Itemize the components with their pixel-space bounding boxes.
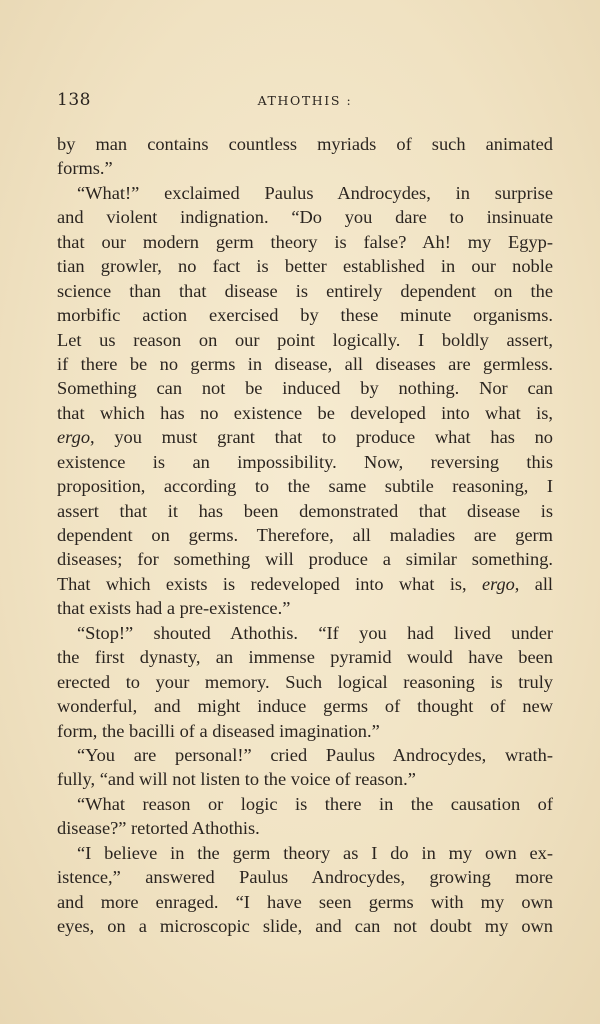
text-line: That which exists is redeveloped into what is, ergo, all bbox=[57, 573, 553, 594]
text-line: that exists had a pre-existence.” bbox=[57, 598, 291, 619]
text-line: assert that it has been demonstrated that disease is bbox=[57, 500, 553, 521]
text-line: fully, “and will not listen to the voice of reason.” bbox=[57, 769, 416, 790]
body-text bbox=[57, 132, 553, 938]
book-page bbox=[57, 0, 553, 1024]
text-line: the first dynasty, an immense pyramid would have been bbox=[57, 647, 553, 668]
text-line: “What!” exclaimed Paulus Androcydes, in surprise bbox=[77, 182, 553, 203]
text-line: “What reason or logic is there in the causation of bbox=[77, 793, 553, 814]
page-header bbox=[57, 90, 553, 114]
text-line: that our modern germ theory is false? Ah! my Egyp- bbox=[57, 231, 553, 252]
text-line: form, the bacilli of a diseased imagination.” bbox=[57, 720, 380, 741]
text-line: existence is an impossibility. Now, reversing this bbox=[57, 451, 553, 472]
text-line: wonderful, and might induce germs of thought of new bbox=[57, 696, 553, 717]
text-line: istence,” answered Paulus Androcydes, growing more bbox=[57, 867, 553, 888]
text-line: if there be no germs in disease, all diseases are germless. bbox=[57, 353, 553, 374]
text-line: forms.” bbox=[57, 158, 113, 179]
running-head: ATHOTHIS : bbox=[257, 93, 353, 108]
text-line: proposition, according to the same subtile reasoning, I bbox=[57, 476, 553, 497]
text-line: Let us reason on our point logically. I boldly assert, bbox=[57, 329, 553, 350]
text-line: science than that disease is entirely dependent on the bbox=[57, 280, 553, 301]
text-line: ergo, you must grant that to produce what has no bbox=[57, 427, 553, 448]
text-line: “Stop!” shouted Athothis. “If you had lived under bbox=[77, 622, 553, 643]
text-line: diseases; for something will produce a similar something. bbox=[57, 549, 553, 570]
text-line: erected to your memory. Such logical reasoning is truly bbox=[57, 671, 553, 692]
text-line: by man contains countless myriads of such animated bbox=[57, 134, 553, 154]
text-line: morbific action exercised by these minute organisms. bbox=[57, 305, 553, 326]
page-number: 138 bbox=[57, 90, 91, 110]
text-line: and more enraged. “I have seen germs with my own bbox=[57, 891, 553, 912]
text-line: “You are personal!” cried Paulus Androcydes, wrath- bbox=[77, 744, 553, 765]
text-line: tian growler, no fact is better established in our noble bbox=[57, 256, 553, 277]
text-line: and violent indignation. “Do you dare to insinuate bbox=[57, 207, 553, 228]
text-line: eyes, on a microscopic slide, and can not doubt my own bbox=[57, 916, 553, 936]
text-line: “I believe in the germ theory as I do in my own ex- bbox=[77, 842, 553, 863]
text-line: dependent on germs. Therefore, all maladies are germ bbox=[57, 525, 553, 545]
text-line: Something can not be induced by nothing. Nor can bbox=[57, 378, 553, 399]
text-line: that which has no existence be developed into what is, bbox=[57, 402, 553, 423]
text-line: disease?” retorted Athothis. bbox=[57, 818, 260, 839]
